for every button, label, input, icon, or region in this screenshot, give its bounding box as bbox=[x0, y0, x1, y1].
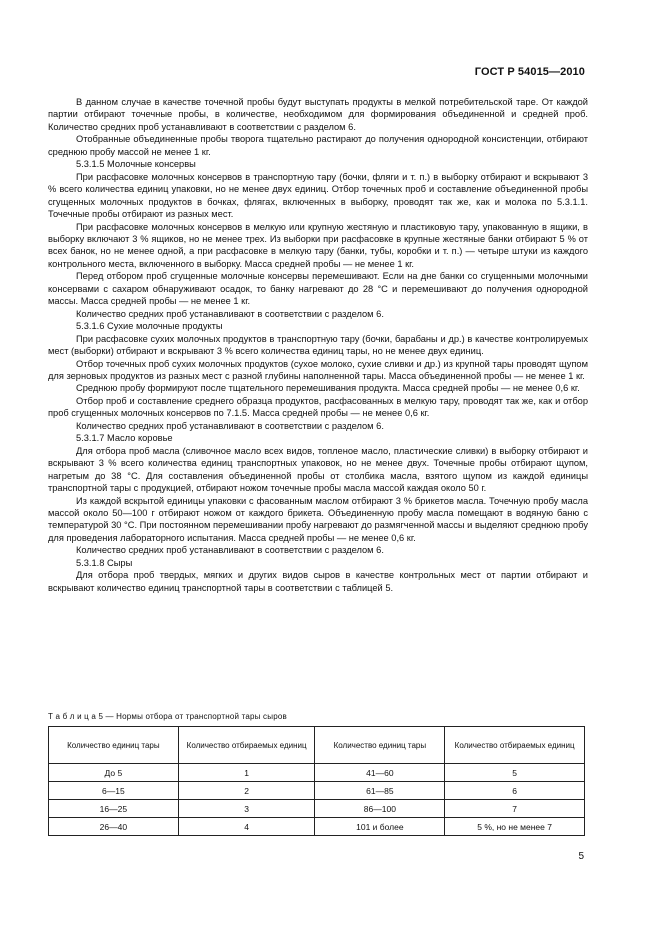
table-cell: 1 bbox=[178, 764, 315, 782]
table-row bbox=[49, 782, 585, 800]
table-caption: Т а б л и ц а 5 — Нормы отбора от транспортной тары сыров bbox=[48, 712, 287, 721]
table-cell: 2 bbox=[178, 782, 315, 800]
table-cell: 16—25 bbox=[49, 800, 179, 818]
section-heading: 5.3.1.5 Молочные консервы bbox=[76, 159, 196, 170]
table-header-cell: Количество единиц тары bbox=[49, 727, 179, 764]
table-row bbox=[49, 764, 585, 782]
table-cell: 3 bbox=[178, 800, 315, 818]
paragraph: Для отбора проб твердых, мягких и других видов сыров в качестве контрольных мест от партии отбирают и вскрывают количество единиц транспортной тары в соответствии с таблицей 5. bbox=[48, 570, 588, 593]
table-cell: 26—40 bbox=[49, 818, 179, 836]
paragraph: Количество средних проб устанавливают в соответствии с разделом 6. bbox=[76, 545, 384, 556]
paragraph: При расфасовке молочных консервов в транспортную тару (бочки, фляги и т. п.) в выборку отбирают и вскрывают 3 % всего количества единиц упаковки, но не менее двух единиц. Отбор точечных проб и составление объединенной пробы сгущенных молочных продуктов в бочках, флягах, включенных в выборку, проводят так же, как и молока по 5.3.1.1. Точечные пробы отбирают из разных мест. bbox=[48, 171, 588, 220]
section-heading: 5.3.1.6 Сухие молочные продукты bbox=[76, 321, 223, 332]
section-heading: 5.3.1.7 Масло коровье bbox=[76, 433, 173, 444]
table-header-cell: Количество единиц тары bbox=[315, 727, 445, 764]
paragraph: Отобранные объединенные пробы творога тщательно растирают до получения однородной консистенции, отбирают среднюю пробу массой не менее 1 кг. bbox=[48, 134, 588, 157]
table-header-row bbox=[49, 727, 585, 764]
paragraph: Из каждой вскрытой единицы упаковки с фасованным маслом отбирают 3 % брикетов масла. Точечную пробу масла массой около 50—100 г отбирают ножом от каждого брикета. Объединенную пробу масла помещают в водяную баню с температурой 30 °С. При постоянном перемешивании пробу нагревают до размягченной массы и выделяют среднюю пробу для проведения лабораторного испытания. Масса средней пробы — не менее 0,6 кг. bbox=[48, 495, 588, 543]
table-cell: 41—60 bbox=[315, 764, 445, 782]
table-cell: 4 bbox=[178, 818, 315, 836]
document-header: ГОСТ Р 54015—2010 bbox=[474, 66, 585, 78]
paragraph: Отбор проб и составление среднего образца продуктов, расфасованных в мелкую тару, проводят так же, как и отбор проб сгущенных молочных консервов по 7.1.5. Масса средней пробы — не менее 0,6 кг. bbox=[48, 395, 588, 419]
table-cell: До 5 bbox=[49, 764, 179, 782]
sampling-table bbox=[48, 726, 585, 836]
table-cell: 86—100 bbox=[315, 800, 445, 818]
table-header-cell: Количество отбираемых единиц bbox=[445, 727, 585, 764]
table-cell: 6—15 bbox=[49, 782, 179, 800]
paragraph: Для отбора проб масла (сливочное масло всех видов, топленое масло, пластические сливки) в выборку отбирают и вскрывают 3 % всего количества единиц транспортных упаковок, но не менее двух. Точечные пробы отбирают щупом, нагретым до 38 °С. Для составления объединенной пробы от столбика масла, взятого щупом из каждой единицы транспортной тары с продукцией, отбирают ножом точечные пробы масла массой каждая около 50 г. bbox=[48, 445, 588, 494]
paragraph: Среднюю пробу формируют после тщательного перемешивания продукта. Масса средней пробы — не менее 0,6 кг. bbox=[76, 383, 580, 394]
paragraph: Количество средних проб устанавливают в соответствии с разделом 6. bbox=[76, 308, 384, 319]
table-cell: 101 и более bbox=[315, 818, 445, 836]
table-cell: 6 bbox=[445, 782, 585, 800]
table-cell: 61—85 bbox=[315, 782, 445, 800]
paragraph: При расфасовке молочных консервов в мелкую или крупную жестяную и пластиковую тару, упакованную в ящики, в выборку включают 3 % ящиков, но не менее трех. Из выборки при расфасовке в крупные жестяные банки отбирают 5 % от всех банок, но не менее одной, а при расфасовке в мелкую тару (банки, тубы, коробки и т. п.) — четыре штуки из каждого контрольного места, включенного в выборку. Масса средней пробы — не менее 1 кг. bbox=[48, 221, 588, 269]
table-row bbox=[49, 818, 585, 836]
table-cell: 5 %, но не менее 7 bbox=[445, 818, 585, 836]
page-number: 5 bbox=[578, 851, 584, 862]
table-cell: 7 bbox=[445, 800, 585, 818]
paragraph: Перед отбором проб сгущенные молочные консервы перемешивают. Если на дне банки со сгущенными молочными консервами с сахаром обнаруживают осадок, то банку нагревают до 28 °С и перемешивают до получения однородной массы. Масса средней пробы — не менее 1 кг. bbox=[48, 271, 588, 307]
document-body bbox=[48, 96, 588, 594]
paragraph: В данном случае в качестве точечной пробы будут выступать продукты в мелкой потребительской таре. От каждой партии отбирают точечные пробы, в количестве, необходимом для формирования объединенной и средней проб. Количество средних проб устанавливают в соответствии с разделом 6. bbox=[48, 97, 588, 132]
paragraph: При расфасовке сухих молочных продуктов в транспортную тару (бочки, барабаны и др.) в качестве контролируемых мест (выборки) отбирают и вскрывают 3 % всего количества единиц тары, но не менее двух единиц. bbox=[48, 333, 588, 357]
table-row bbox=[49, 800, 585, 818]
paragraph: Количество средних проб устанавливают в соответствии с разделом 6. bbox=[76, 420, 384, 431]
paragraph: Отбор точечных проб сухих молочных продуктов (сухое молоко, сухие сливки и др.) из крупной тары проводят щупом для зерновых продуктов из разных мест с разной глубины наполненной тары. Масса объединенной пробы — не менее 1 кг. bbox=[48, 358, 588, 381]
table-cell: 5 bbox=[445, 764, 585, 782]
section-heading: 5.3.1.8 Сыры bbox=[76, 557, 133, 568]
table-header-cell: Количество отбираемых единиц bbox=[178, 727, 315, 764]
